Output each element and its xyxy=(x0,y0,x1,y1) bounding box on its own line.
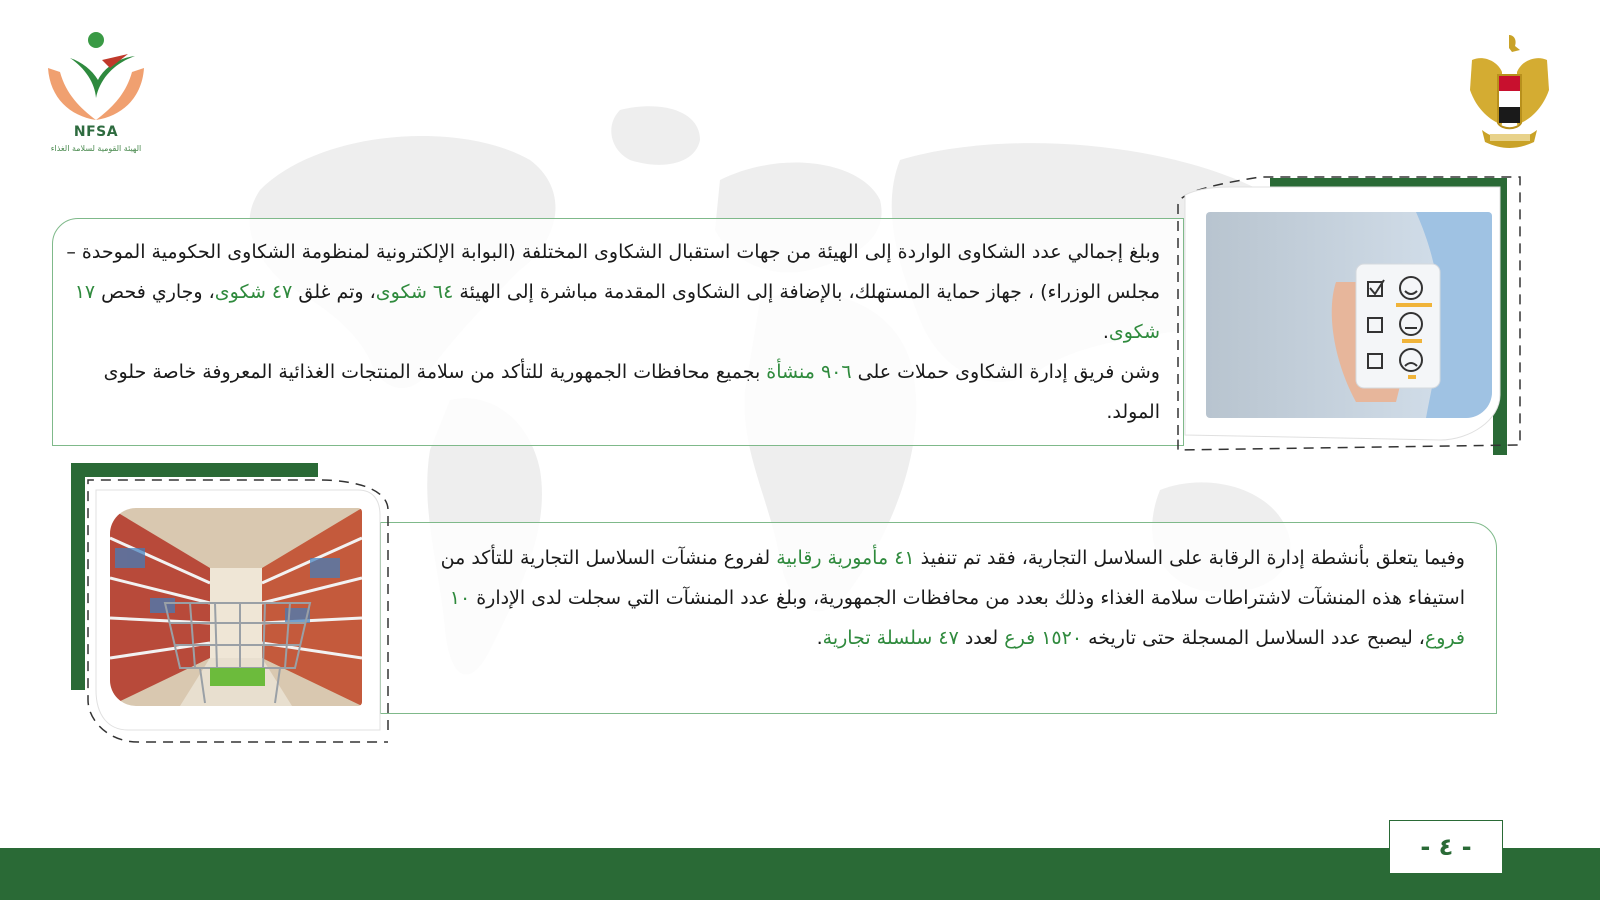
total-branches-count: ١٥٢٠ فرع xyxy=(1004,627,1083,649)
chains-text xyxy=(440,538,1465,658)
complaints-paragraph: وبلغ إجمالي عدد الشكاوى الواردة إلى الهيئة من جهات استقبال الشكاوى المختلفة (البوابة الإلكترونية لمنظومة الشكاوى الحكومية الموحدة – مجلس الوزراء) ، جهاز حماية المستهلك، بالإضافة إلى الشكاوى المقدمة مباشرة إلى الهيئة ٦٤ شكوى، وتم غلق ٤٧ شكوى، وجاري فحص ١٧ شكوى. xyxy=(66,241,1160,343)
nfsa-logo xyxy=(40,28,160,163)
page-number: - ٤ - xyxy=(1389,820,1503,874)
chains-paragraph: وفيما يتعلق بأنشطة إدارة الرقابة على السلاسل التجارية، فقد تم تنفيذ ٤١ مأمورية رقابية لفروع منشآت السلاسل التجارية للتأكد من استيفاء هذه المنشآت لاشتراطات سلامة الغذاء وذلك بعدد من محافظات الجمهورية، وبلغ عدد المنشآت التي سجلت لدى الإدارة ١٠ فروع، ليصبح عدد السلاسل المسجلة حتى تاريخه ١٥٢٠ فرع لعدد ٤٧ سلسلة تجارية. xyxy=(440,547,1465,649)
campaigns-paragraph: وشن فريق إدارة الشكاوى حملات على ٩٠٦ منشأة بجميع محافظات الجمهورية للتأكد من سلامة المنتجات الغذائية المعروفة خاصة حلوى المولد. xyxy=(103,361,1160,423)
nfsa-brand-text: NFSA xyxy=(73,124,119,140)
supermarket-cart-photo xyxy=(110,508,362,706)
hands-logo-icon xyxy=(40,28,152,124)
registered-branches-count: ١٠ فروع xyxy=(449,587,1465,649)
footer-bar xyxy=(0,848,1600,900)
complaints-text xyxy=(60,232,1160,432)
nfsa-subtitle: الهيئة القومية لسلامة الغذاء xyxy=(50,144,142,153)
total-complaints-count: ٦٤ شكوى xyxy=(375,281,454,303)
missions-count: ٤١ مأمورية رقابية xyxy=(776,547,915,569)
feedback-rating-photo xyxy=(1206,212,1492,418)
egypt-eagle-emblem-icon xyxy=(1462,30,1557,155)
chains-count: ٤٧ سلسلة تجارية xyxy=(822,627,959,649)
facilities-count: ٩٠٦ منشأة xyxy=(766,361,852,383)
pending-complaints-count: ١٧ شكوى xyxy=(74,281,1160,343)
closed-complaints-count: ٤٧ شكوى xyxy=(214,281,293,303)
